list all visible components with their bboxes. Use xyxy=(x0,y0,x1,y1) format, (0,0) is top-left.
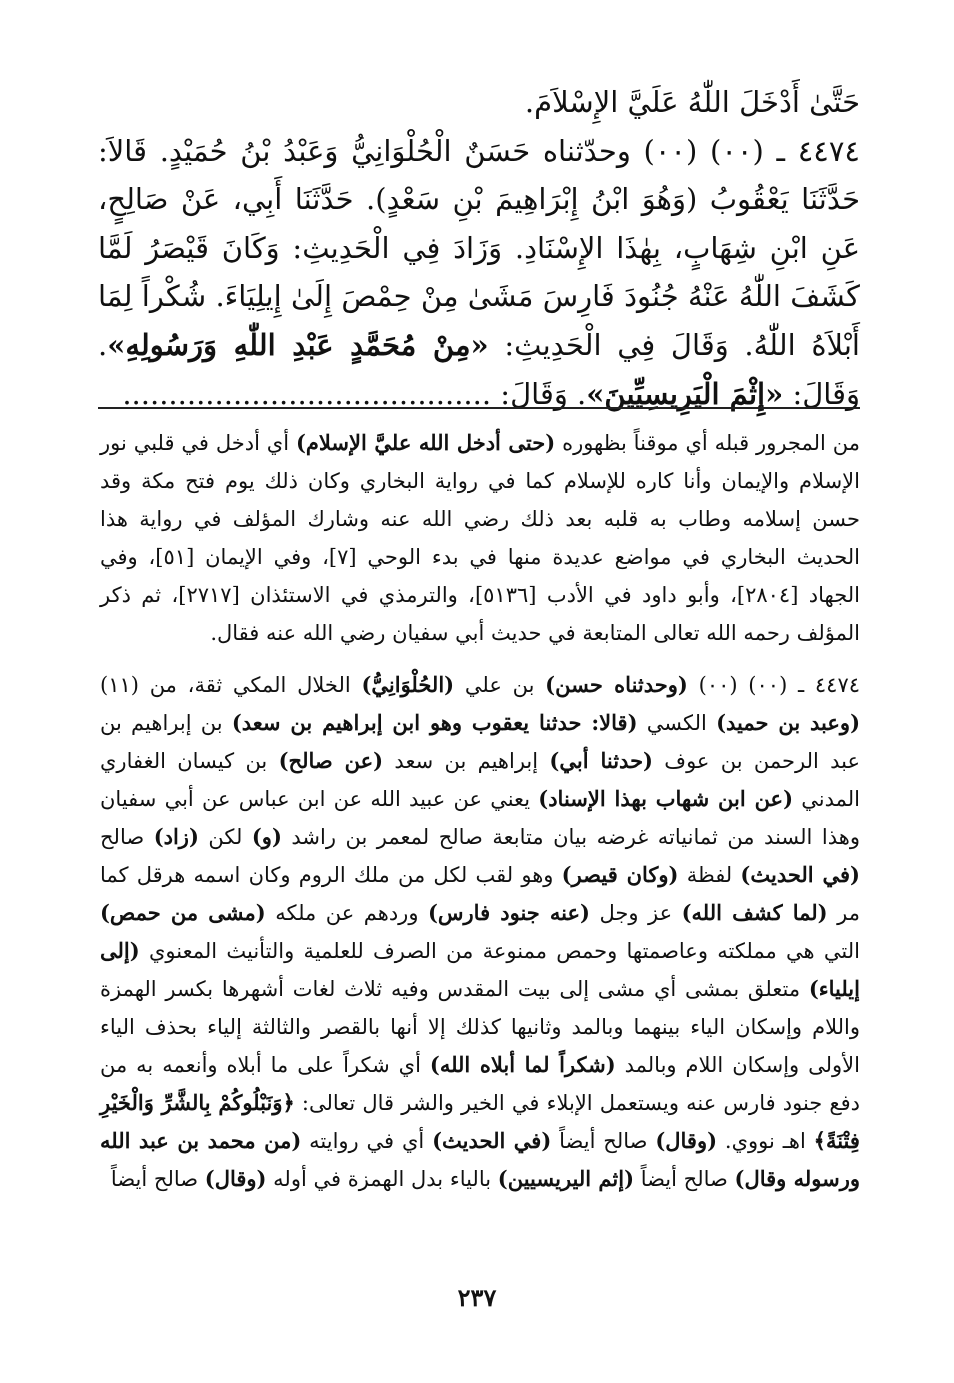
hadith-text xyxy=(98,78,860,418)
hadith-paragraph-4474 xyxy=(98,127,860,419)
commentary-text-span: الخلال المكي ثقة، من (١١) xyxy=(100,673,351,697)
commentary-text-span: عز وجل xyxy=(599,901,673,925)
hadith-line-1 xyxy=(98,78,860,127)
commentary-quoted-phrase: (عن ابن شهاب بهذا الإسناد) xyxy=(538,786,794,811)
commentary-quoted-phrase: (حتى أدخل الله عليَّ الإسلام) xyxy=(295,430,556,455)
commentary-quoted-phrase: (لما كشف الله) xyxy=(681,900,828,925)
commentary-text-span: وهو لقب لكل من ملك الروم وكان اسمه هرقل كما مر xyxy=(100,863,860,925)
commentary-text-span: التي هي مملكته وعاصمتها وحمص ممنوعة من الصرف للعلمية والتأنيث المعنوي xyxy=(148,939,860,963)
commentary-quran-verse: ﴿وَنَبْلُوكُمْ بِالشَّرِّ وَالْخَيْرِ فِتْنَةً﴾ xyxy=(100,1090,860,1153)
commentary-text-span: صالح أيضاً xyxy=(110,1167,199,1191)
commentary-quoted-phrase: (إثم اليريسيين) xyxy=(497,1166,634,1191)
commentary-quoted-phrase: (إلى إيلياء) xyxy=(100,938,860,1001)
commentary-quoted-phrase: (زاد) xyxy=(153,824,199,849)
hadith-paragraph-text: . وَقَالَ: xyxy=(500,376,587,411)
page-number: ٢٣٧ xyxy=(457,1283,497,1312)
commentary-hadith-number: ٤٤٧٤ ـ (٠٠) (٠٠) xyxy=(698,673,861,697)
commentary-quoted-phrase: (في الحديث) xyxy=(740,862,860,887)
commentary-text-span: إبراهيم بن سعد xyxy=(394,749,539,773)
commentary-quoted-phrase: (الحُلْوَانِيُّ) xyxy=(361,672,455,697)
commentary-quoted-phrase: (وقال) xyxy=(655,1128,718,1153)
commentary-text-span: وردهم عن ملكه xyxy=(275,901,419,925)
hadith-line-1-text: حَتَّىٰ أَدْخَلَ اللّٰهُ عَلَيَّ الإِسْلاَمَ. xyxy=(524,85,860,119)
commentary-text-span: الكسي xyxy=(646,711,707,735)
commentary-text-span: بالياء بدل الهمزة في أوله xyxy=(273,1167,492,1191)
commentary-quoted-phrase: (و) xyxy=(251,824,282,849)
commentary-quoted-phrase: (من محمد بن عبد الله ورسوله وقال) xyxy=(100,1128,860,1191)
commentary-quoted-phrase: (وقال) xyxy=(204,1166,267,1191)
commentary-quoted-phrase: (وحدثناه حسن) xyxy=(545,672,688,697)
commentary-text-span: من المجرور قبله أي موقناً بظهوره xyxy=(562,431,860,455)
commentary-quoted-phrase: (وعبد بن حميد) xyxy=(716,710,860,735)
commentary-text-span: بن إبراهيم بن عبد الرحمن بن عوف xyxy=(100,711,860,773)
commentary-quoted-phrase: (في الحديث) xyxy=(432,1128,552,1153)
commentary-text-span: بن علي xyxy=(464,673,535,697)
commentary-quoted-phrase: (شكراً لما أبلاه الله) xyxy=(429,1052,616,1077)
commentary-paragraph-2 xyxy=(100,666,860,1198)
commentary-text-span: اهـ نووي. xyxy=(724,1129,806,1153)
commentary-quoted-phrase: (عن صالح) xyxy=(278,748,384,773)
commentary-text-span: لكن xyxy=(208,825,243,849)
commentary-text-span: لفظة xyxy=(686,863,733,887)
commentary-quoted-phrase: (مشى من حمص) xyxy=(100,900,266,925)
commentary-paragraph-1 xyxy=(100,424,860,652)
commentary-text-span: أي أدخل في قلبي نور الإسلام والإيمان وأنا كاره للإسلام كما في رواية البخاري وكان ذلك يوم فتح مكة وقد حسن إسلامه وطاب به قلبه بعد ذلك رضي الله عنه وشارك المؤلف في رواية هذا الحديث البخاري في مواضع عديدة منها في بدء الوحي [٧]، وفي الإيمان [٥١]، وفي الجهاد [٢٨٠٤]، وأبو داود في الأدب [٥١٣٦]، والترمذي في الاستئذان [٢٧١٧]، ثم ذكر المؤلف رحمه الله تعالى المتابعة في حديث أبي سفيان رضي الله عنه فقال. xyxy=(100,431,860,645)
hadith-paragraph-text: ٤٤٧٤ ـ (٠٠) (٠٠) وحدّثناه حَسَنٌ الْحُلْوَانِيُّ وَعَبْدُ بْنُ حُمَيْدٍ. قَالاَ: حَدَّثَنَا يَعْقُوبُ (وَهُوَ ابْنُ إِبْرَاهِيمَ بْنِ سَعْدٍ). حَدَّثَنَا أَبِي، عَنْ صَالِحٍ، عَنِ ابْنِ شِهَابٍ، بِهٰذَا الإِسْنَادِ. وَزَادَ فِي الْحَدِيثِ: وَكَانَ قَيْصَرُ لَمَّا كَشَفَ اللّٰهُ عَنْهُ جُنُودَ فَارِسَ مَشَىٰ مِنْ حِمْصَ إِلَىٰ إِيلِيَاءَ. شُكْراً لِمَا أَبْلاَهُ اللّٰهُ. وَقَالَ فِي الْحَدِيثِ: xyxy=(98,133,860,362)
commentary-quoted-phrase: (حدثنا أبي) xyxy=(549,748,653,773)
commentary-text-span: صالح xyxy=(100,825,145,849)
commentary-text-span: صالح أيضاً xyxy=(559,1129,648,1153)
commentary-text xyxy=(100,424,860,1198)
commentary-text-span: بن كيسان الغفاري المدني xyxy=(100,749,860,811)
commentary-text-span: متعلق بمشى أي مشى إلى بيت المقدس وفيه ثلاث لغات أشهرها بكسر الهمزة واللام وإسكان الياء بينهما وبالمد وثانيها كذلك إلا أنها بالقصر والثالثة إلياء بحذف الياء الأولى وإسكان اللام وبالمد xyxy=(100,977,860,1077)
footnote-divider xyxy=(98,407,860,409)
commentary-quoted-phrase: (وكان قيصر) xyxy=(561,862,679,887)
hadith-paragraph-text: . وَقَالَ: xyxy=(98,327,860,411)
hadith-quote-sin: «إِثْمَ الْيَرِيسِيِّينَ» xyxy=(586,376,784,411)
ellipsis-dots: ........................................ xyxy=(122,376,492,411)
commentary-text-span: أي في روايته xyxy=(309,1129,425,1153)
hadith-quote-letter-opening: «مِنْ مُحَمَّدٍ عَبْدِ اللّٰهِ وَرَسُولِهِ» xyxy=(107,327,489,362)
commentary-text-span: أي شكراً على ما أبلاه وأنعمه به من دفع جنود فارس عنه ويستعمل الإبلاء في الخير والشر قال تعالى: xyxy=(100,1053,860,1115)
commentary-quoted-phrase: (قالا: حدثنا يعقوب وهو ابن إبراهيم بن سعد) xyxy=(231,710,638,735)
commentary-quoted-phrase: (عنه جنود فارس) xyxy=(427,900,590,925)
commentary-text-span: صالح أيضاً xyxy=(640,1167,728,1191)
commentary-text-span: يعني عن عبيد الله عن ابن عباس عن أبي سفيان وهذا السند من ثمانياته غرضه بيان متابعة صالح لمعمر بن راشد xyxy=(100,787,860,849)
